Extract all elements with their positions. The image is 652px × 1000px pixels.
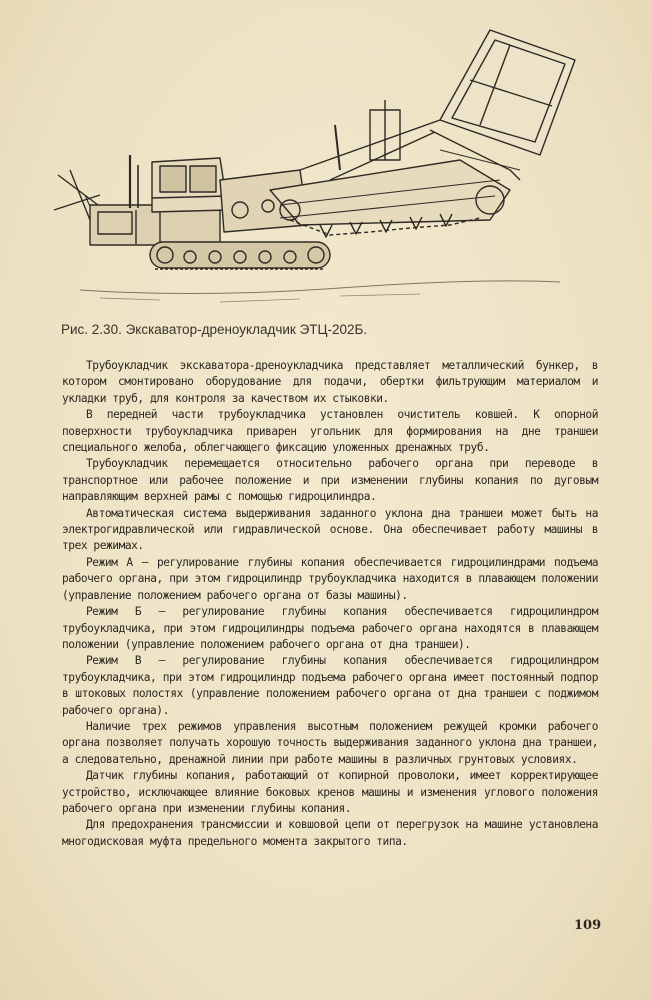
paragraph: Наличие трех режимов управления высотным положением режущей кромки рабочего органа позволяет получать хорошую точность выдерживания заданного уклона дна траншеи, а следовательно, дренажной линии при работе машины в различных грунтовых условиях. (62, 719, 598, 766)
paragraph: Автоматическая система выдерживания заданного уклона дна траншеи может быть на электрогидравлической или гидравлической основе. Она обеспечивает работу машины в трех режимах. (62, 506, 598, 553)
excavator-illustration (40, 20, 600, 315)
paragraph: Датчик глубины копания, работающий от копирной проволоки, имеет корректирующее устройство, исключающее влияние боковых кренов машины и изменения углового положения рабочего органа при изменении глубины копания. (62, 769, 598, 815)
paragraph: Трубоукладчик перемещается относительно рабочего органа при переводе в транспортное или рабочее положение и при изменении глубины копания по дуговым направляющим верхней рамы с помощью гидроцилиндра. (62, 457, 598, 504)
paragraph: Режим А — регулирование глубины копания обеспечивается гидроцилиндрами подъема рабочего органа, при этом гидроцилиндр трубоукладчика находится в плавающем положении (управление положением рабочего органа от базы машины). (62, 555, 598, 602)
paragraph: Для предохранения трансмиссии и ковшовой цепи от перегрузок на машине установлена многодисковая муфта предельного момента закрытого типа. (62, 818, 598, 848)
paragraph: В передней части трубоукладчика установлен очиститель ковшей. К опорной поверхности трубоукладчика приварен угольник для формирования на дне траншеи специального желоба, облегчающего фиксацию уложенных дренажных труб. (62, 408, 598, 455)
paragraph: Трубоукладчик экскаватора-дреноукладчика представляет металлический бункер, в котором смонтировано оборудование для подачи, обертки фильтрующим материалом и укладки труб, для контроля за качеством их стыковки. (62, 359, 598, 405)
page-number: 109 (574, 918, 602, 933)
figure-caption: Рис. 2.30. Экскаватор-дреноукладчик ЭТЦ-202Б. (61, 322, 368, 337)
body-text (62, 358, 598, 850)
paragraph: Режим В — регулирование глубины копания обеспечивается гидроцилиндром трубоукладчика, при этом гидроцилиндр подъема рабочего органа имеет постоянный подпор в штоковых полостях (управление положением рабочего органа от дна траншеи с поджимом рабочего органа). (62, 654, 598, 717)
paragraph: Режим Б — регулирование глубины копания обеспечивается гидроцилиндром трубоукладчика, при этом гидроцилиндры подъема рабочего органа находятся в плавающем положении (управление положением рабочего органа от дна траншеи). (62, 605, 598, 651)
